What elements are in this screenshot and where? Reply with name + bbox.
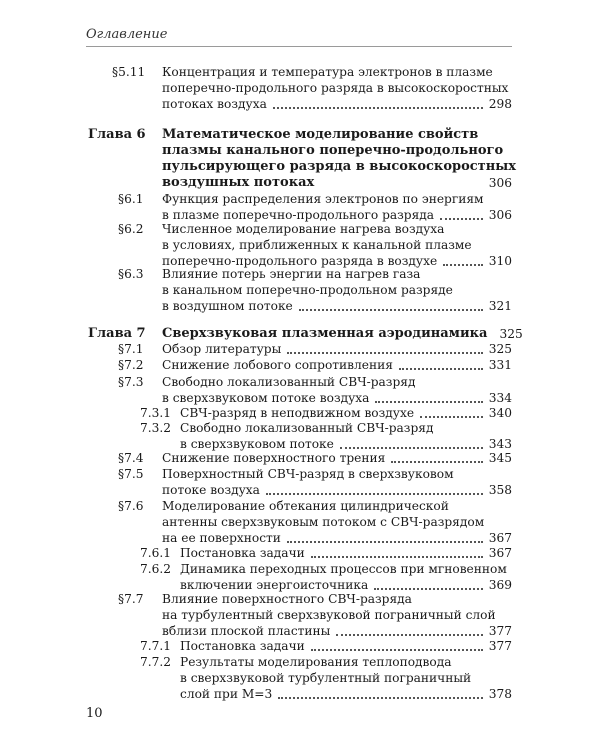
dot-leader (273, 96, 483, 109)
toc-entry-title-line: Концентрация и температура электронов в плазме (162, 65, 493, 79)
dot-leader (399, 357, 483, 370)
toc-chapter-number: Глава 7 (88, 326, 146, 341)
toc-entry-page: 377 (488, 639, 512, 653)
toc-entry-title-line: плазмы канального поперечно-продольного (162, 143, 504, 158)
toc-entry-number: §6.2 (118, 222, 144, 236)
dot-leader (391, 450, 482, 463)
toc-entry-title-line: в условиях, приближенных к канальной плазме (162, 238, 472, 252)
toc-entry-title-line: Постановка задачи (180, 546, 305, 560)
toc-entry-page: 377 (488, 624, 512, 638)
toc-entry-page: 310 (488, 254, 512, 268)
toc-entry-title-line: Влияние поверхностного СВЧ-разряда (162, 592, 412, 606)
toc-entry-number: §5.11 (112, 65, 146, 79)
dot-leader (278, 686, 482, 699)
toc-entry-number: §6.1 (118, 192, 144, 206)
toc-entry-title-line: в сверхзвуковой турбулентный пограничный (180, 671, 472, 685)
toc-entry-page: 334 (488, 391, 512, 405)
toc-entry-title-line: Снижение поверхностного трения (162, 451, 386, 465)
toc-entry-page: 298 (488, 97, 512, 111)
toc-entry-title-line: вблизи плоской пластины (162, 624, 331, 638)
toc-entry-title-line: на турбулентный сверхзвуковой пограничный слой (162, 608, 496, 622)
dot-leader (420, 405, 483, 418)
page-number: 10 (86, 706, 103, 721)
toc-entry-title-line: СВЧ-разряд в неподвижном воздухе (180, 406, 415, 420)
toc-entry-title-line: в канальном поперечно-продольном разряде (162, 283, 453, 297)
toc-entry-number: §7.3 (118, 375, 144, 389)
toc-entry-title-line: Поверхностный СВЧ-разряд в сверхзвуковом (162, 467, 454, 481)
toc-entry-page: 369 (488, 578, 512, 592)
toc-entry-title-line: включении энергоисточника (180, 578, 369, 592)
dot-leader (374, 577, 482, 590)
toc-entry-title-line: поперечно-продольного разряда в высокоскоростных (162, 81, 509, 95)
toc-entry-number: 7.7.2 (140, 655, 172, 669)
toc-entry-number: §7.7 (118, 592, 144, 606)
dot-leader (443, 253, 483, 266)
toc-entry-title-line: Функция распределения электронов по энергиям (162, 192, 484, 206)
toc-entry-title-line: в воздушном потоке (162, 299, 293, 313)
toc-entry-number: 7.7.1 (140, 639, 172, 653)
dot-leader (287, 341, 482, 354)
toc-entry-number: 7.3.1 (140, 406, 172, 420)
toc-entry-page: 340 (488, 406, 512, 420)
toc-entry-number: §7.1 (118, 342, 144, 356)
toc-entry-title-line: Свободно локализованный СВЧ-разряд (162, 375, 416, 389)
toc-entry-title-line: пульсирующего разряда в высокоскоростных (162, 159, 517, 174)
dot-leader (320, 177, 482, 188)
toc-entry-page: 367 (488, 531, 512, 545)
toc-entry-title-line: воздушных потоках (162, 175, 315, 190)
toc-entry-number: §7.2 (118, 358, 144, 372)
dot-leader (340, 436, 483, 449)
dot-leader (375, 390, 482, 403)
toc-entry-title-line: в сверхзвуковом потоке (180, 437, 334, 451)
toc-entry-title-line: слой при M=3 (180, 687, 273, 701)
toc-entry-page: 343 (488, 437, 512, 451)
dot-leader (311, 638, 483, 651)
toc-entry-number: §7.4 (118, 451, 144, 465)
toc-entry-title-line: Свободно локализованный СВЧ-разряд (180, 421, 434, 435)
dot-leader (266, 482, 483, 495)
toc-entry-number: §6.3 (118, 267, 144, 281)
toc-entry-title-line: в сверхзвуковом потоке воздуха (162, 391, 370, 405)
toc-entry-page: 306 (488, 208, 512, 222)
toc-entry-page: 321 (488, 299, 512, 313)
toc-entry-number: 7.6.2 (140, 562, 172, 576)
toc-entry-title-line: потоке воздуха (162, 483, 260, 497)
toc-entry-title-line: Численное моделирование нагрева воздуха (162, 222, 445, 236)
dot-leader (336, 623, 482, 636)
toc-entry-page: 325 (488, 342, 512, 356)
toc-entry-page: 325 (499, 327, 523, 341)
toc-entry-title-line: Моделирование обтекания цилиндрической (162, 499, 449, 513)
toc-entry-number: §7.5 (118, 467, 144, 481)
toc-chapter-number: Глава 6 (88, 127, 146, 142)
toc-entry-page: 358 (488, 483, 512, 497)
toc-entry-title-line: Обзор литературы (162, 342, 282, 356)
dot-leader (440, 207, 483, 220)
toc-entry-number: 7.6.1 (140, 546, 172, 560)
running-header: Оглавление (86, 27, 168, 42)
toc-entry-number: §7.6 (118, 499, 144, 513)
dot-leader (287, 530, 483, 543)
toc-entry-title-line: Сверхзвуковая плазменная аэродинамика (162, 326, 488, 341)
toc-entry-title-line: Результаты моделирования теплоподвода (180, 655, 452, 669)
toc-entry-title-line: на ее поверхности (162, 531, 281, 545)
toc-entry-title-line: Влияние потерь энергии на нагрев газа (162, 267, 421, 281)
toc-entry-page: 306 (488, 176, 512, 190)
toc-entry-title-line: потоках воздуха (162, 97, 267, 111)
toc-entry-page: 331 (488, 358, 512, 372)
toc-entry-page: 367 (488, 546, 512, 560)
toc-entry-title-line: поперечно-продольного разряда в воздухе (162, 254, 438, 268)
toc-entry-number: 7.3.2 (140, 421, 172, 435)
toc-entry-title-line: Постановка задачи (180, 639, 305, 653)
toc-entry-title-line: Динамика переходных процессов при мгновенном (180, 562, 507, 576)
toc-entry-title-line: антенны сверхзвуковым потоком с СВЧ-разрядом (162, 515, 485, 529)
toc-entry-title-line: Снижение лобового сопротивления (162, 358, 393, 372)
toc-entry-title-line: Математическое моделирование свойств (162, 127, 479, 142)
dot-leader (311, 545, 483, 558)
toc-entry-page: 378 (488, 687, 512, 701)
dot-leader (299, 298, 483, 311)
toc-entry-page: 345 (488, 451, 512, 465)
toc-entry-title-line: в плазме поперечно-продольного разряда (162, 208, 435, 222)
